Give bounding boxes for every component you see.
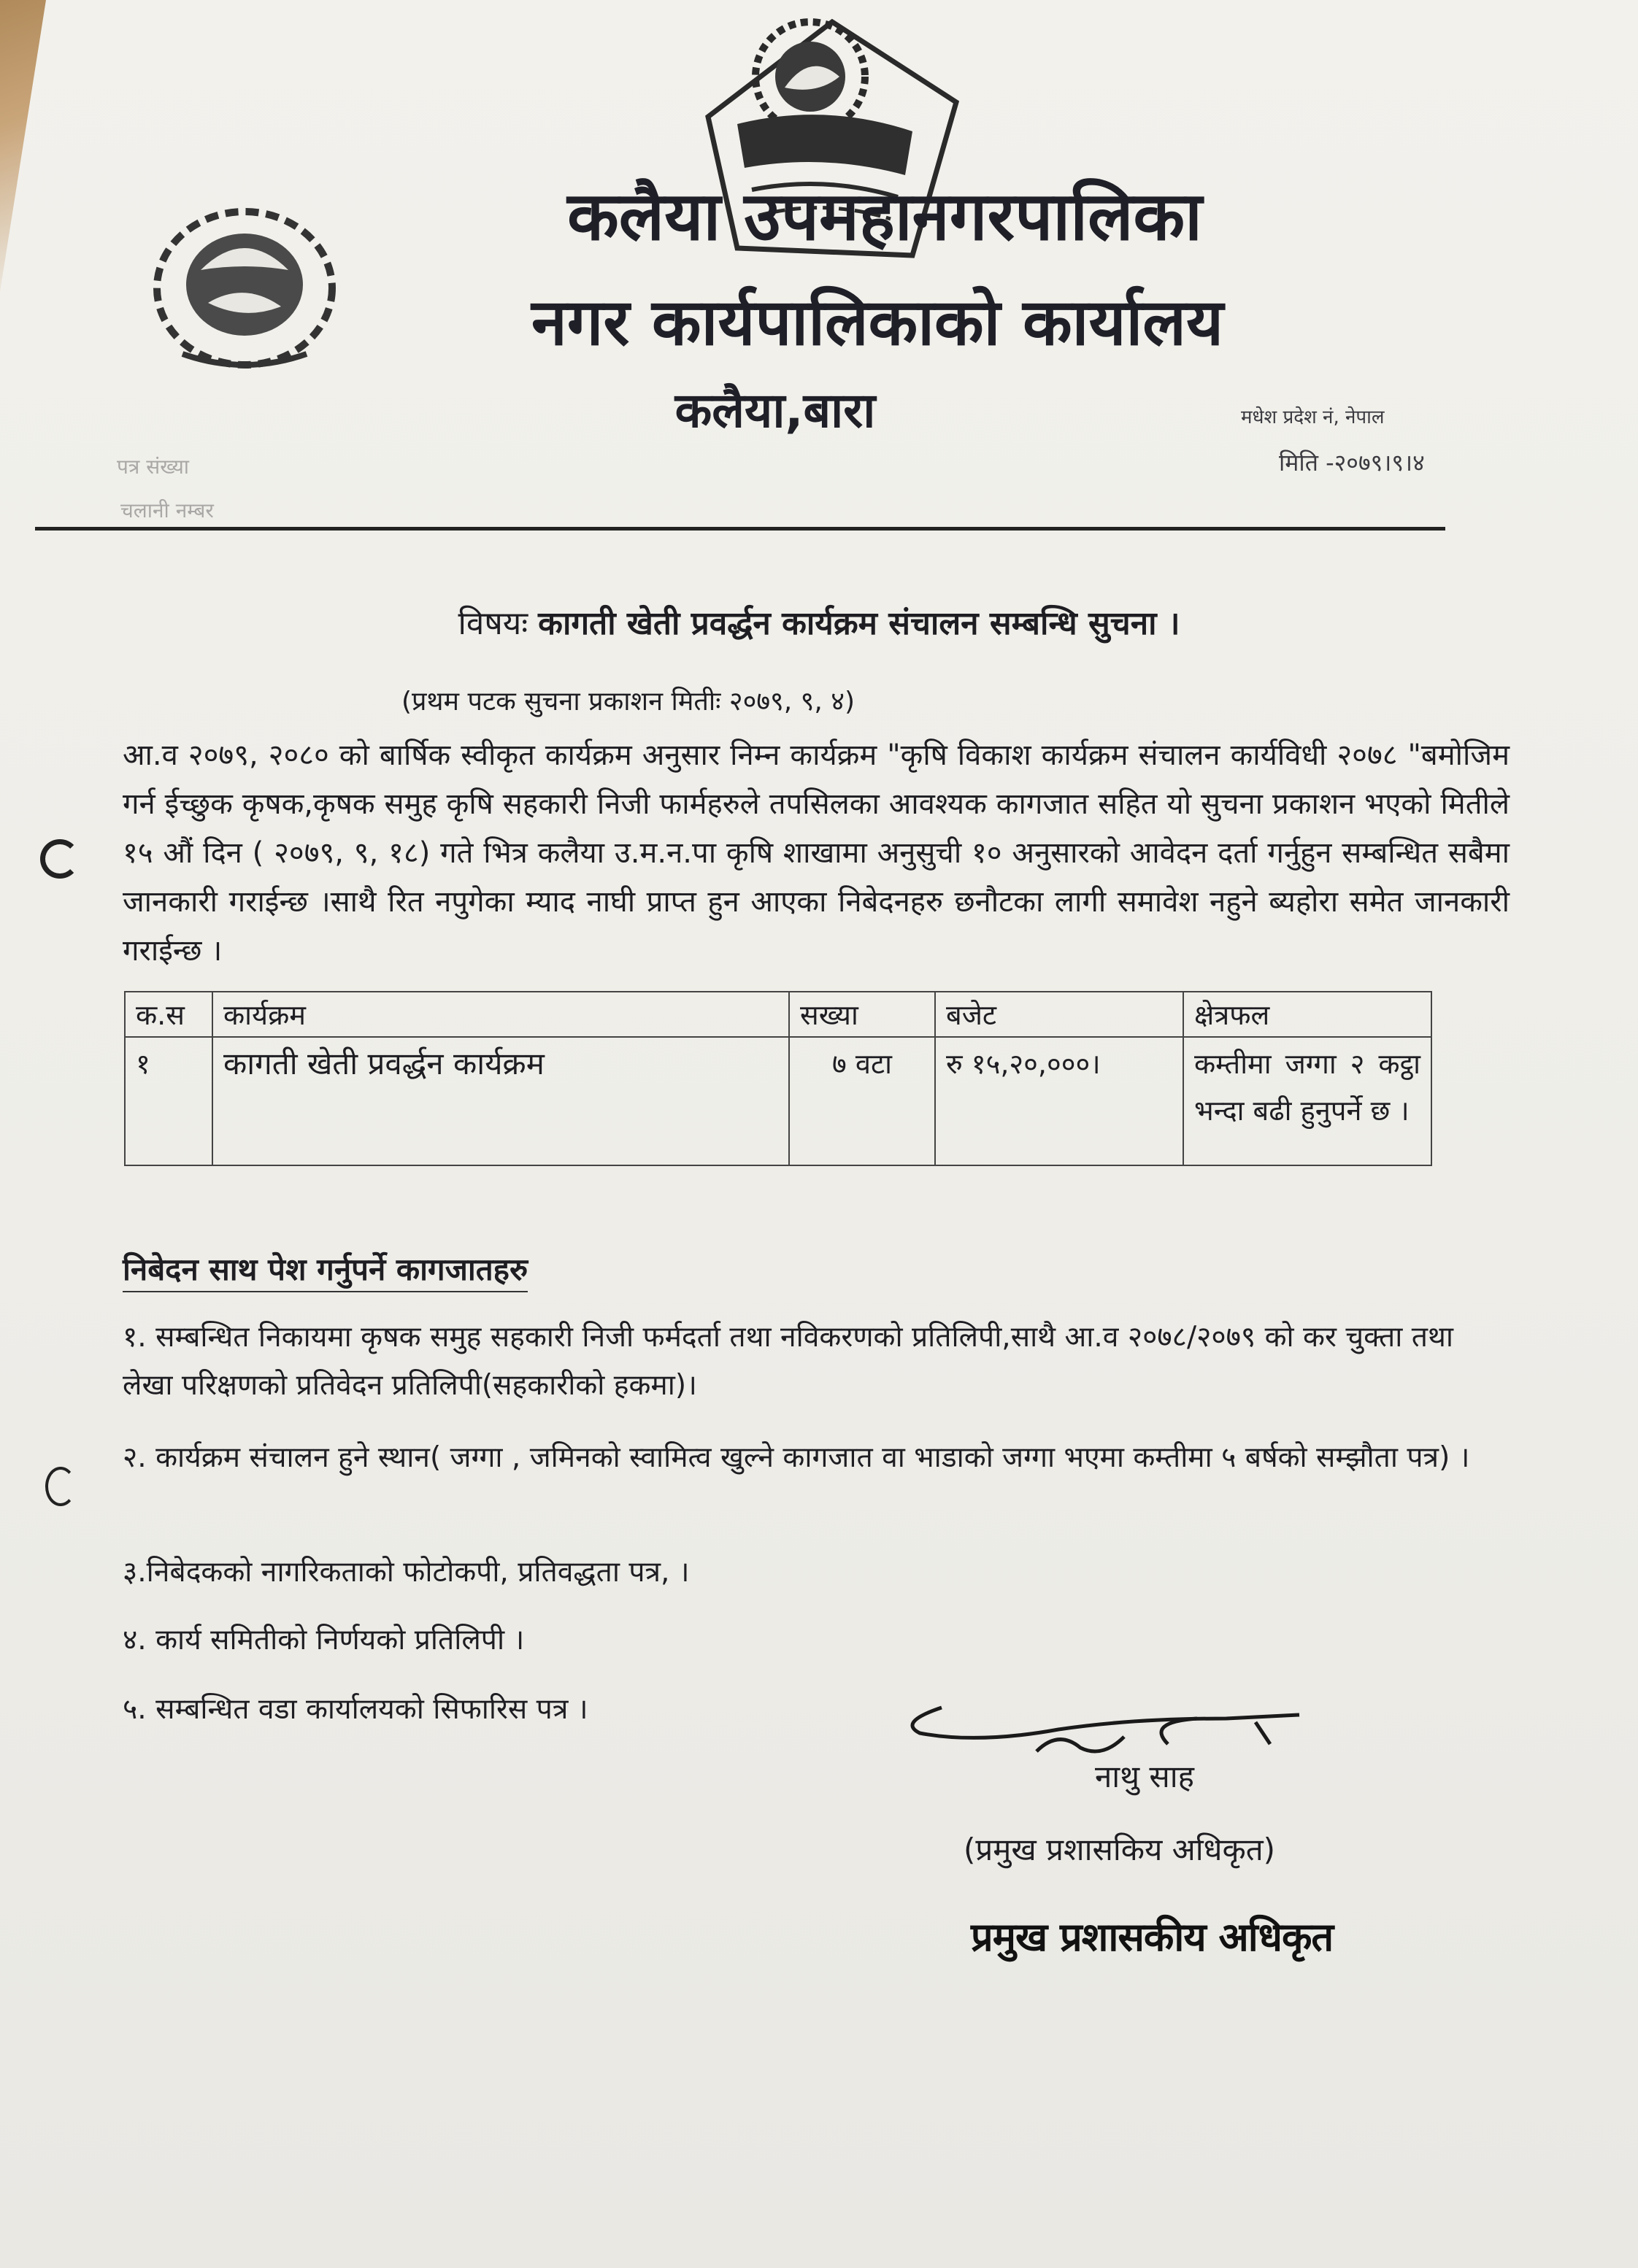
header-budget: बजेट — [935, 992, 1183, 1037]
subject-line — [0, 600, 1638, 644]
signatory-title: (प्रमुख प्रशासकिय अधिकृत) — [964, 1832, 1276, 1867]
punch-hole-bottom — [45, 1467, 76, 1506]
signatory-name: नाथु साह — [1095, 1759, 1194, 1794]
punch-hole-top — [40, 839, 80, 879]
program-table — [124, 991, 1432, 1166]
office-location: कलैया,बारा — [674, 382, 876, 439]
document-item-4: ४. कार्य समितीको निर्णयको प्रतिलिपी । — [123, 1624, 525, 1656]
officer-stamp: प्रमुख प्रशासकीय अधिकृत — [971, 1914, 1334, 1960]
notice-paragraph: आ.व २०७९, २०८० को बार्षिक स्वीकृत कार्यक्रम अनुसार निम्न कार्यक्रम "कृषि विकाश कार्यक्रम संचालन कार्यविधी २०७८ "बमोजिम गर्न ईच्छुक कृषक,कृषक समुह कृषि सहकारी निजी फार्महरुले तपसिलका आवश्यक कागजात सहित यो सुचना प्रकाशन भएको मितीले १५ औं दिन ( २०७९, ९, १८) गते भित्र कलैया उ.म.न.पा कृषि शाखामा अनुसुची १० अनुसारको आवेदन दर्ता गर्नुहुन सम्बन्धित सबैमा जानकारी गराईन्छ ।साथै रित नपुगेका म्याद नाघी प्राप्त हुन आएका निबेदनहरु छनौटका लागी समावेश नहुने ब्यहोरा समेत जानकारी गराईन्छ । — [123, 738, 1510, 968]
issue-date: मिति -२०७९।९।४ — [1279, 449, 1425, 477]
header-quantity: सख्या — [789, 992, 935, 1037]
municipality-name: कलैया उपमहानगरपालिका — [567, 177, 1202, 255]
province-label: मधेश प्रदेश नं, नेपाल — [1241, 406, 1385, 428]
document-item-2: २. कार्यक्रम संचालन हुने स्थान( जग्गा , जमिनको स्वामित्व खुल्ने कागजात वा भाडाको जग्गा भएमा कम्तीमा ५ बर्षको सम्झौता पत्र) । — [123, 1441, 1470, 1474]
subject-label: विषयः — [458, 605, 528, 642]
cell-program: कागती खेती प्रवर्द्धन कार्यक्रम — [212, 1037, 789, 1165]
cell-quantity: ७ वटा — [789, 1037, 935, 1165]
dispatch-number-label: चलानी नम्बर — [120, 498, 214, 522]
cell-budget: रु १५,२०,०००। — [935, 1037, 1183, 1165]
header-divider — [35, 527, 1445, 531]
office-name: नगर कार्यपालिकाको कार्यालय — [531, 285, 1223, 360]
document-item-1: १. सम्बन्धित निकायमा कृषक समुह सहकारी निजी फर्मदर्ता तथा नविकरणको प्रतिलिपी,साथै आ.व २०७८/२०७९ को कर चुक्ता तथा लेखा परिक्षणको प्रतिवेदन प्रतिलिपी(सहकारीको हकमा)। — [123, 1321, 1453, 1402]
header-program: कार्यक्रम — [212, 992, 789, 1037]
first-publication-date: (प्रथम पटक सुचना प्रकाशन मितीः २०७९, ९, ४) — [401, 687, 855, 717]
documents-title: निबेदन साथ पेश गर्नुपर्ने कागजातहरु — [123, 1248, 528, 1292]
paper-fold-shadow — [0, 0, 66, 292]
subject-text: कागती खेती प्रवर्द्धन कार्यक्रम संचालन सम्बन्धि सुचना । — [538, 605, 1180, 642]
header-area: क्षेत्रफल — [1183, 992, 1431, 1037]
cell-area: कम्तीमा जग्गा २ कट्ठा भन्दा बढी हुनुपर्ने छ । — [1183, 1037, 1431, 1165]
table-header-row — [125, 992, 1431, 1037]
document-item-3: ३.निबेदकको नागरिकताको फोटोकपी, प्रतिवद्धता पत्र, । — [123, 1556, 690, 1589]
table-row — [125, 1037, 1431, 1165]
reference-number-label: पत्र संख्या — [117, 455, 190, 479]
cell-sn: १ — [125, 1037, 212, 1165]
document-item-5: ५. सम्बन्धित वडा कार्यालयको सिफारिस पत्र । — [123, 1693, 588, 1726]
handwritten-signature — [891, 1678, 1314, 1766]
header-sn: क.स — [125, 992, 212, 1037]
